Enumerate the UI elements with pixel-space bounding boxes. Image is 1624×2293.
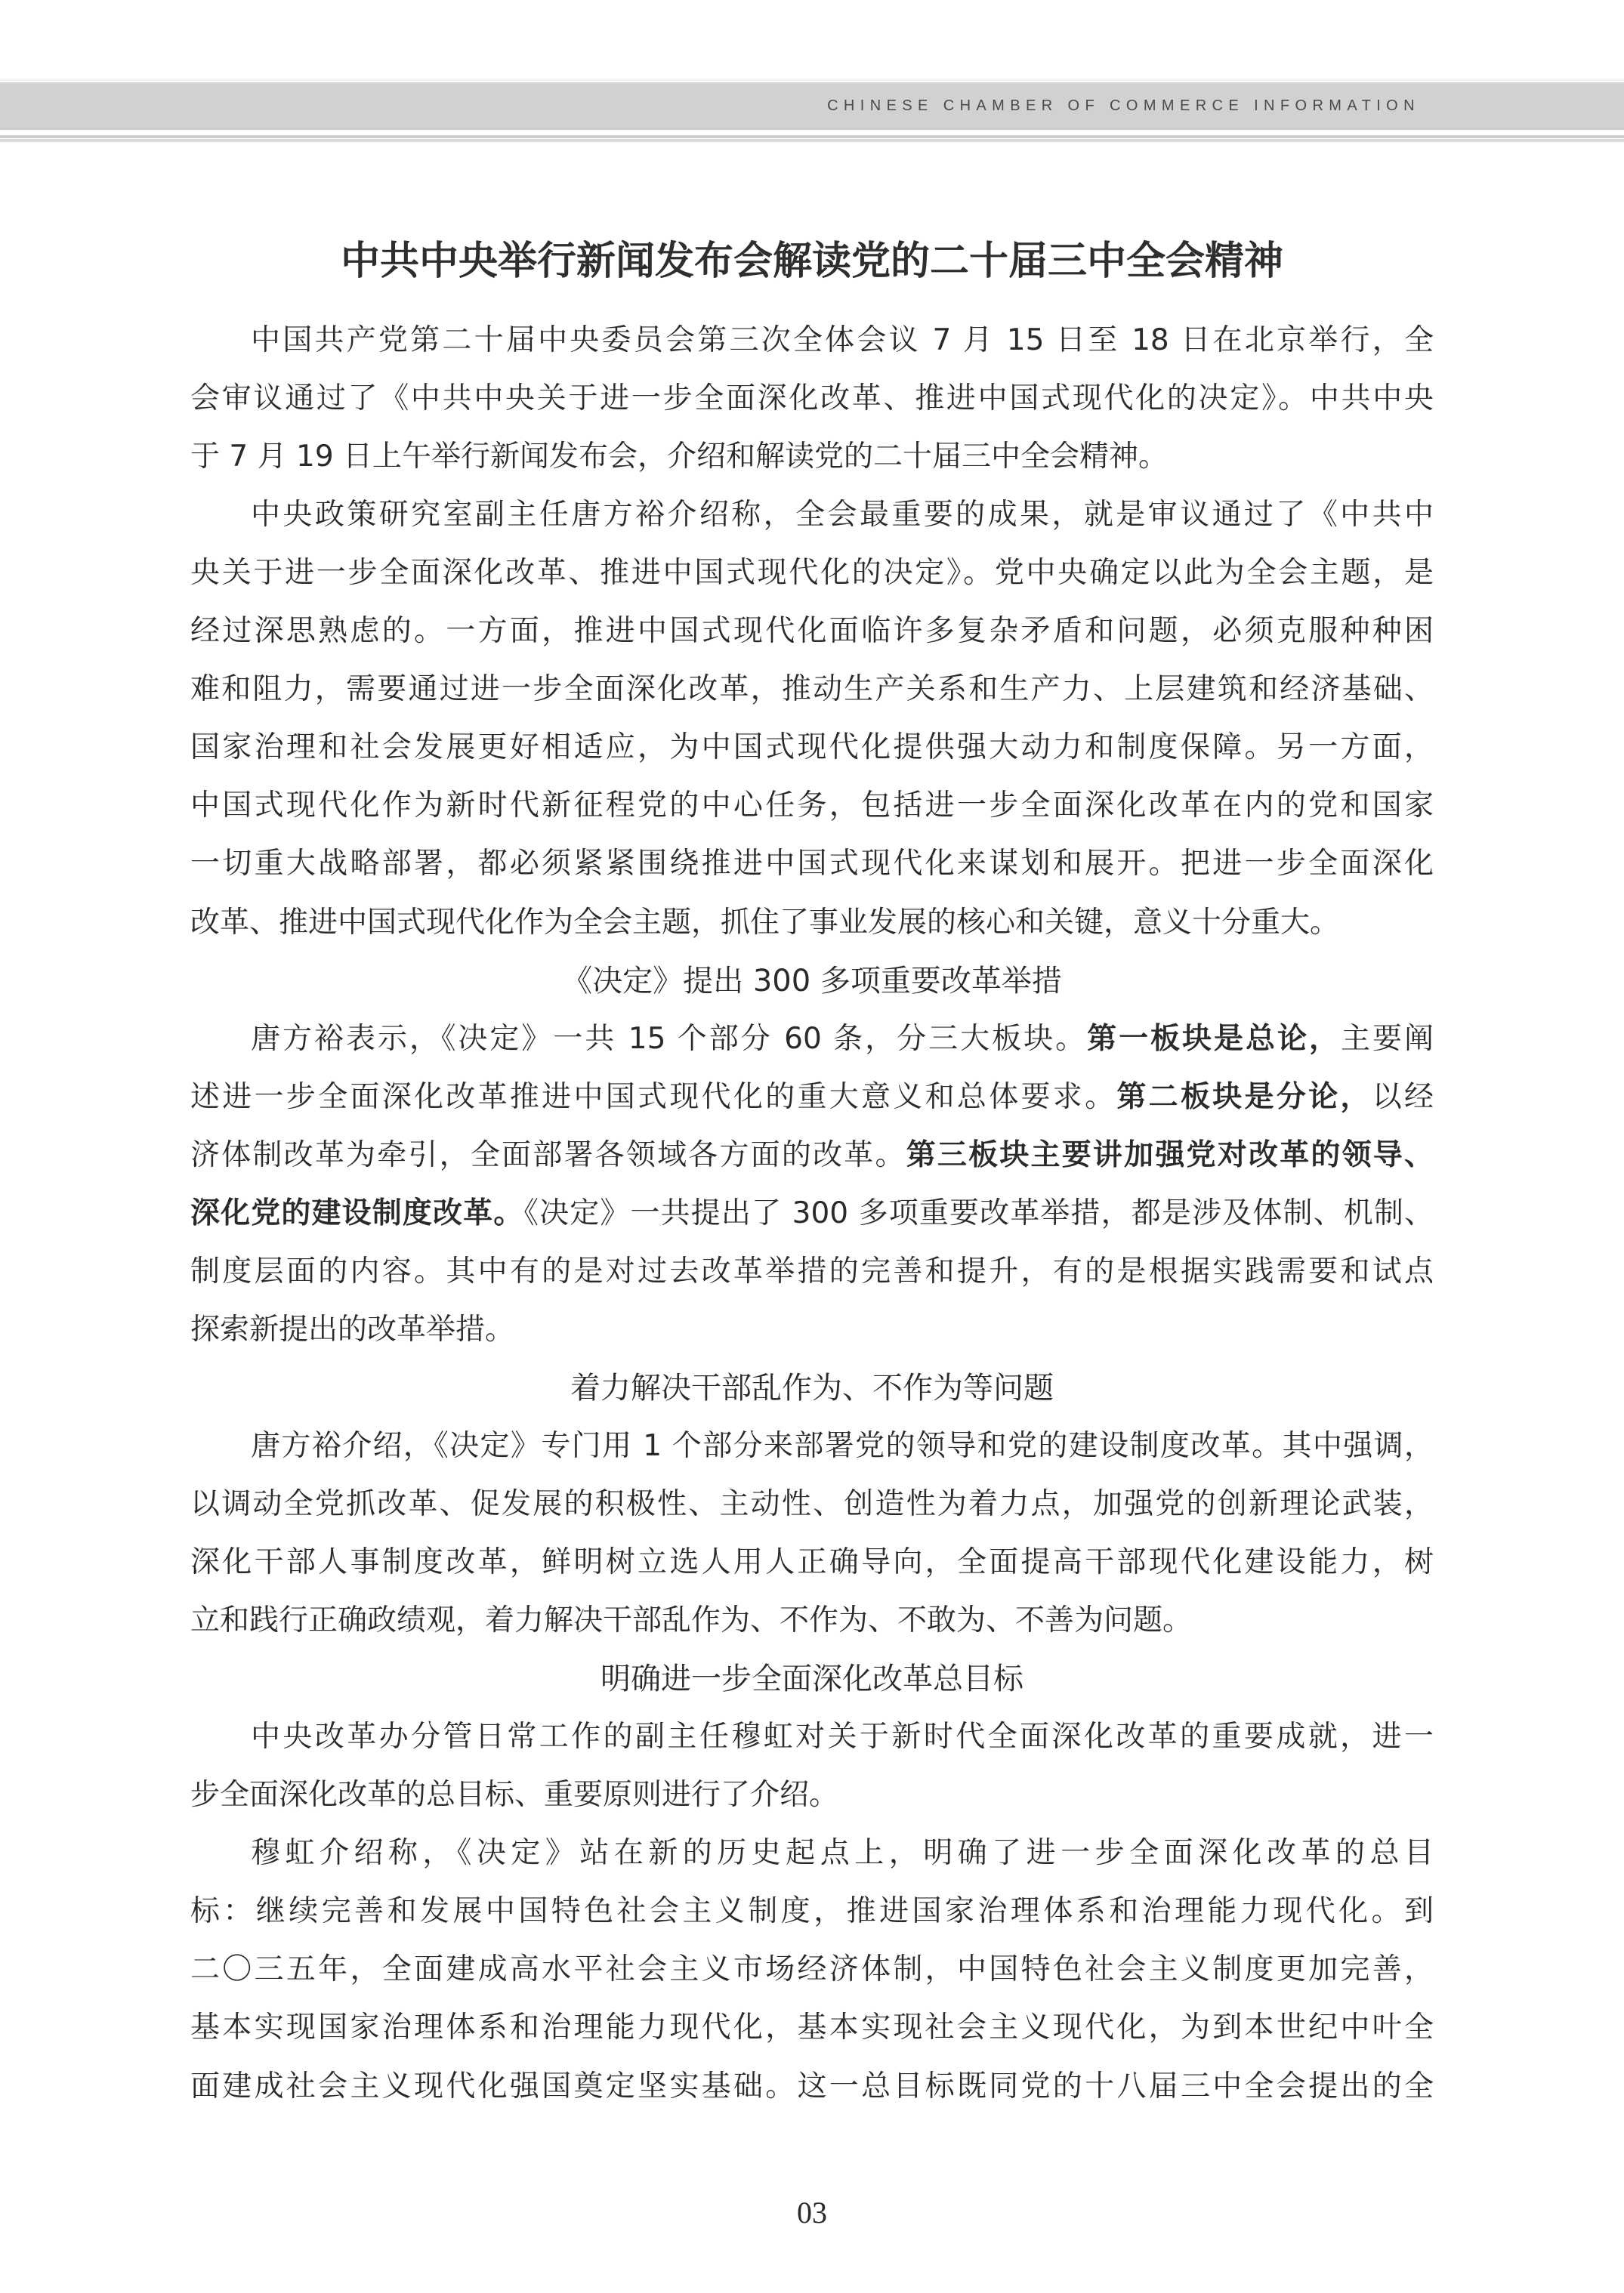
paragraph-line: 央关于进一步全面深化改革、推进中国式现代化的决定》。党中央确定以此为全会主题，是 — [190, 556, 1434, 590]
paragraph-line: 探索新提出的改革举措。 — [190, 1313, 515, 1347]
bold-text-run: 第三板块主要讲加强党对改革的领导、 — [906, 1138, 1434, 1172]
header-divider — [0, 135, 1624, 138]
text-run: 唐方裕表示，《决定》一共 15 个部分 60 条，分三大板块。 — [251, 1022, 1088, 1056]
paragraph-line: 面建成社会主义现代化强国奠定坚实基础。这一总目标既同党的十八届三中全会提出的全 — [190, 2069, 1434, 2103]
text-run: 《决定》一共提出了 300 多项重要改革举措，都是涉及体制、机制、 — [523, 1196, 1434, 1230]
paragraph-line: 中央改革办分管日常工作的副主任穆虹对关于新时代全面深化改革的重要成就，进一 — [251, 1720, 1434, 1754]
paragraph-line — [190, 1195, 1434, 1233]
paragraph-line — [251, 1020, 1434, 1058]
paragraph-line: 唐方裕介绍，《决定》专门用 1 个部分来部署党的领导和党的建设制度改革。其中强调， — [251, 1429, 1434, 1463]
header-divider — [0, 139, 1624, 142]
paragraph-line: 深化干部人事制度改革，鲜明树立选人用人正确导向，全面提高干部现代化建设能力，树 — [190, 1545, 1434, 1579]
paragraph-line: 改革、推进中国式现代化作为全会主题，抓住了事业发展的核心和关键，意义十分重大。 — [190, 906, 1340, 940]
paragraph-line: 基本实现国家治理体系和治理能力现代化，基本实现社会主义现代化，为到本世纪中叶全 — [190, 2011, 1434, 2045]
section-heading: 《决定》提出 300 多项重要改革举措 — [562, 964, 1062, 998]
paragraph-line: 经过深思熟虑的。一方面，推进中国式现代化面临许多复杂矛盾和问题，必须克服种种困 — [190, 614, 1434, 648]
paragraph-line: 国家治理和社会发展更好相适应，为中国式现代化提供强大动力和制度保障。另一方面， — [190, 730, 1434, 764]
paragraph-line: 中国式现代化作为新时代新征程党的中心任务，包括进一步全面深化改革在内的党和国家 — [190, 789, 1434, 822]
paragraph-line: 制度层面的内容。其中有的是对过去改革举措的完善和提升，有的是根据实践需要和试点 — [190, 1255, 1434, 1288]
paragraph-line: 于 7 月 19 日上午举行新闻发布会，介绍和解读党的二十届三中全会精神。 — [190, 440, 1169, 474]
paragraph-line — [190, 1137, 1434, 1174]
paragraph-line: 以调动全党抓改革、促发展的积极性、主动性、创造性为着力点，加强党的创新理论武装， — [190, 1487, 1434, 1521]
article-title: 中共中央举行新闻发布会解读党的二十届三中全会精神 — [340, 239, 1283, 284]
paragraph-line — [190, 1079, 1434, 1116]
paragraph-line: 会审议通过了《中共中央关于进一步全面深化改革、推进中国式现代化的决定》。中共中央 — [190, 381, 1434, 415]
paragraph-line: 立和践行正确政绩观，着力解决干部乱作为、不作为、不敢为、不善为问题。 — [190, 1603, 1193, 1637]
bold-text-run: 第二板块是分论， — [1116, 1080, 1372, 1114]
paragraph-line: 中国共产党第二十届中央委员会第三次全体会议 7 月 15 日至 18 日在北京举行，全 — [251, 323, 1434, 357]
paragraph-line: 二〇三五年，全面建成高水平社会主义市场经济体制，中国特色社会主义制度更加完善， — [190, 1952, 1434, 1986]
bold-text-run: 深化党的建设制度改革。 — [190, 1196, 524, 1230]
section-heading: 着力解决干部乱作为、不作为等问题 — [570, 1371, 1054, 1406]
paragraph-line: 难和阻力，需要通过进一步全面深化改革，推动生产关系和生产力、上层建筑和经济基础、 — [190, 672, 1434, 706]
text-run: 述进一步全面深化改革推进中国式现代化的重大意义和总体要求。 — [190, 1080, 1117, 1114]
paragraph-line: 中央政策研究室副主任唐方裕介绍称，全会最重要的成果，就是审议通过了《中共中 — [251, 498, 1434, 532]
text-run: 主要阐 — [1341, 1022, 1434, 1056]
paragraph-line: 步全面深化改革的总目标、重要原则进行了介绍。 — [190, 1778, 839, 1812]
section-heading: 明确进一步全面深化改革总目标 — [601, 1662, 1023, 1696]
bold-text-run: 第一板块是总论， — [1087, 1022, 1341, 1056]
text-run: 以经 — [1372, 1080, 1434, 1114]
page-number: 03 — [797, 2196, 827, 2230]
paragraph-line: 穆虹介绍称，《决定》站在新的历史起点上，明确了进一步全面深化改革的总目 — [251, 1836, 1434, 1870]
running-header — [0, 82, 1624, 130]
paragraph-line: 一切重大战略部署，都必须紧紧围绕推进中国式现代化来谋划和展开。把进一步全面深化 — [190, 847, 1434, 881]
paragraph-line: 标：继续完善和发展中国特色社会主义制度，推进国家治理体系和治理能力现代化。到 — [190, 1894, 1434, 1928]
header-top-rule — [0, 79, 1624, 81]
text-run: 济体制改革为牵引，全面部署各领域各方面的改革。 — [190, 1138, 906, 1172]
publication-name: CHINESE CHAMBER OF COMMERCE INFORMATION — [827, 97, 1420, 114]
